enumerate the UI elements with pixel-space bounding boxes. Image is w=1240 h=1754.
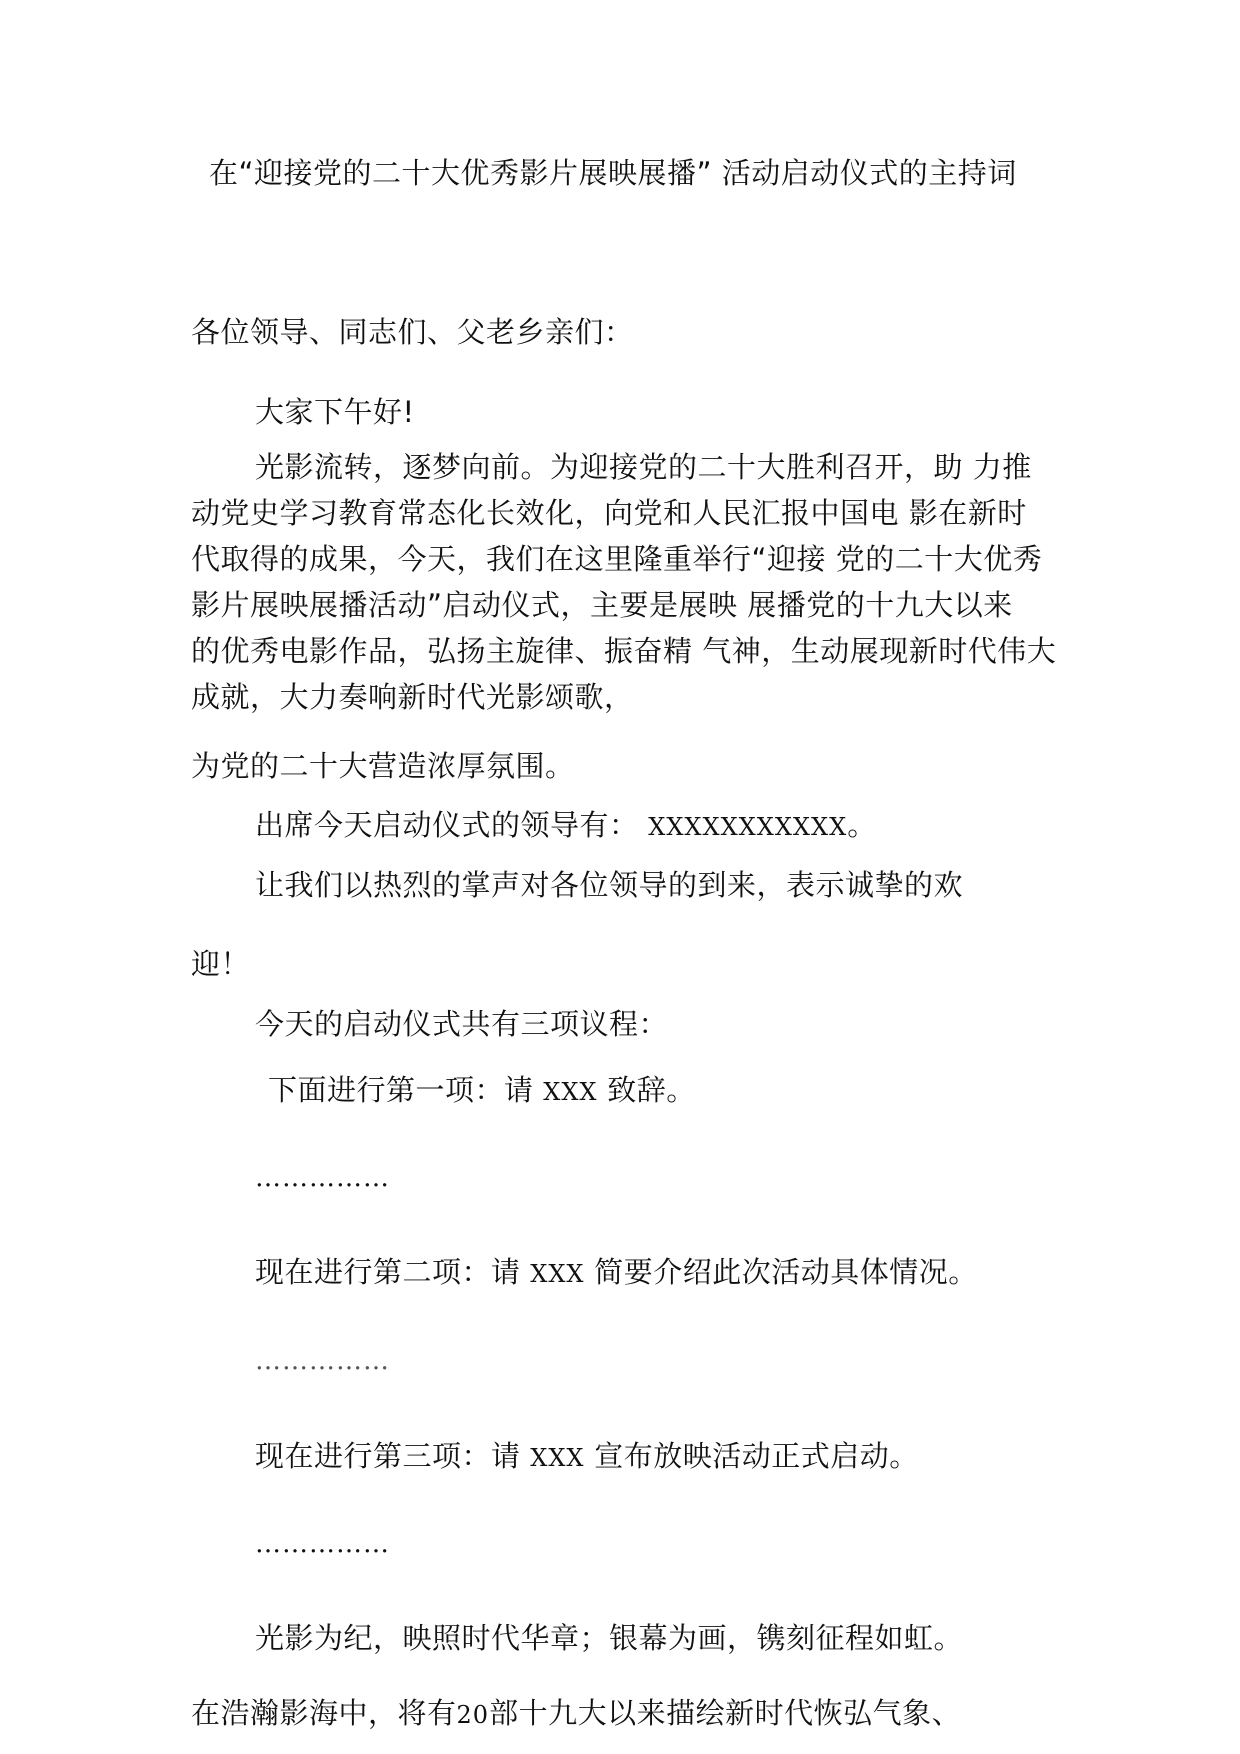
agenda-item-name: XXX [530,1260,585,1288]
agenda-item-prefix: 现在进行第三项：请 [255,1439,521,1473]
paragraph-line: 的优秀电影作品，弘扬主旋律、振奋精 气神，生动展现新时代伟大 [191,634,1057,668]
ellipsis-divider: …………… [255,1163,390,1193]
paragraph-line: 代取得的成果，今天，我们在这里隆重举行“迎接 党的二十大优秀 [191,542,1043,576]
welcome-line-end: 迎！ [191,947,251,981]
last-line-number: 20 [456,1701,490,1729]
paragraph-line: 影片展映展播活动”启动仪式，主要是展映 展播党的十九大以来 [191,588,1013,622]
agenda-item-suffix: 致辞。 [607,1073,696,1107]
last-line-suffix: 部十九大以来描绘新时代恢弘气象、 [489,1696,962,1730]
agenda-item-1 [268,1070,696,1112]
agenda-item-2 [255,1252,978,1294]
agenda-item-suffix: 简要介绍此次活动具体情况。 [594,1255,978,1289]
agenda-intro: 今天的启动仪式共有三项议程： [255,1007,669,1041]
hello-line: 大家下午好! [255,395,415,429]
leaders-line [255,805,877,847]
last-line [191,1693,961,1735]
paragraph-line: 光影流转，逐梦向前。为迎接党的二十大胜利召开，助 力推 [255,450,1032,484]
agenda-item-prefix: 现在进行第二项：请 [255,1255,521,1289]
last-line-prefix: 在浩瀚影海中，将有 [191,1696,457,1730]
ellipsis-divider: …………… [255,1346,390,1376]
document-title: 在“迎接党的二十大优秀影片展映展播” 活动启动仪式的主持词 [209,156,1017,190]
paragraph-line: 动党史学习教育常态化长效化，向党和人民汇报中国电 影在新时 [191,496,1027,530]
greeting: 各位领导、同志们、父老乡亲们： [191,315,634,349]
leaders-suffix: 。 [847,808,877,842]
agenda-item-3 [255,1436,919,1478]
leaders-value: XXXXXXXXXXX [648,813,848,841]
paragraph-line: 成就，大力奏响新时代光影颂歌， [191,680,634,714]
ellipsis-divider: …………… [255,1529,390,1559]
closing-line: 光影为纪，映照时代华章；银幕为画，镌刻征程如虹。 [255,1621,964,1655]
agenda-item-name: XXX [530,1444,585,1472]
agenda-item-name: XXX [543,1078,598,1106]
agenda-item-suffix: 宣布放映活动正式启动。 [594,1439,919,1473]
paragraph-end: 为党的二十大营造浓厚氛围。 [191,749,575,783]
welcome-line: 让我们以热烈的掌声对各位领导的到来，表示诚挚的欢 [255,868,964,902]
leaders-prefix: 出席今天启动仪式的领导有： [255,808,639,842]
agenda-item-prefix: 下面进行第一项：请 [268,1073,534,1107]
